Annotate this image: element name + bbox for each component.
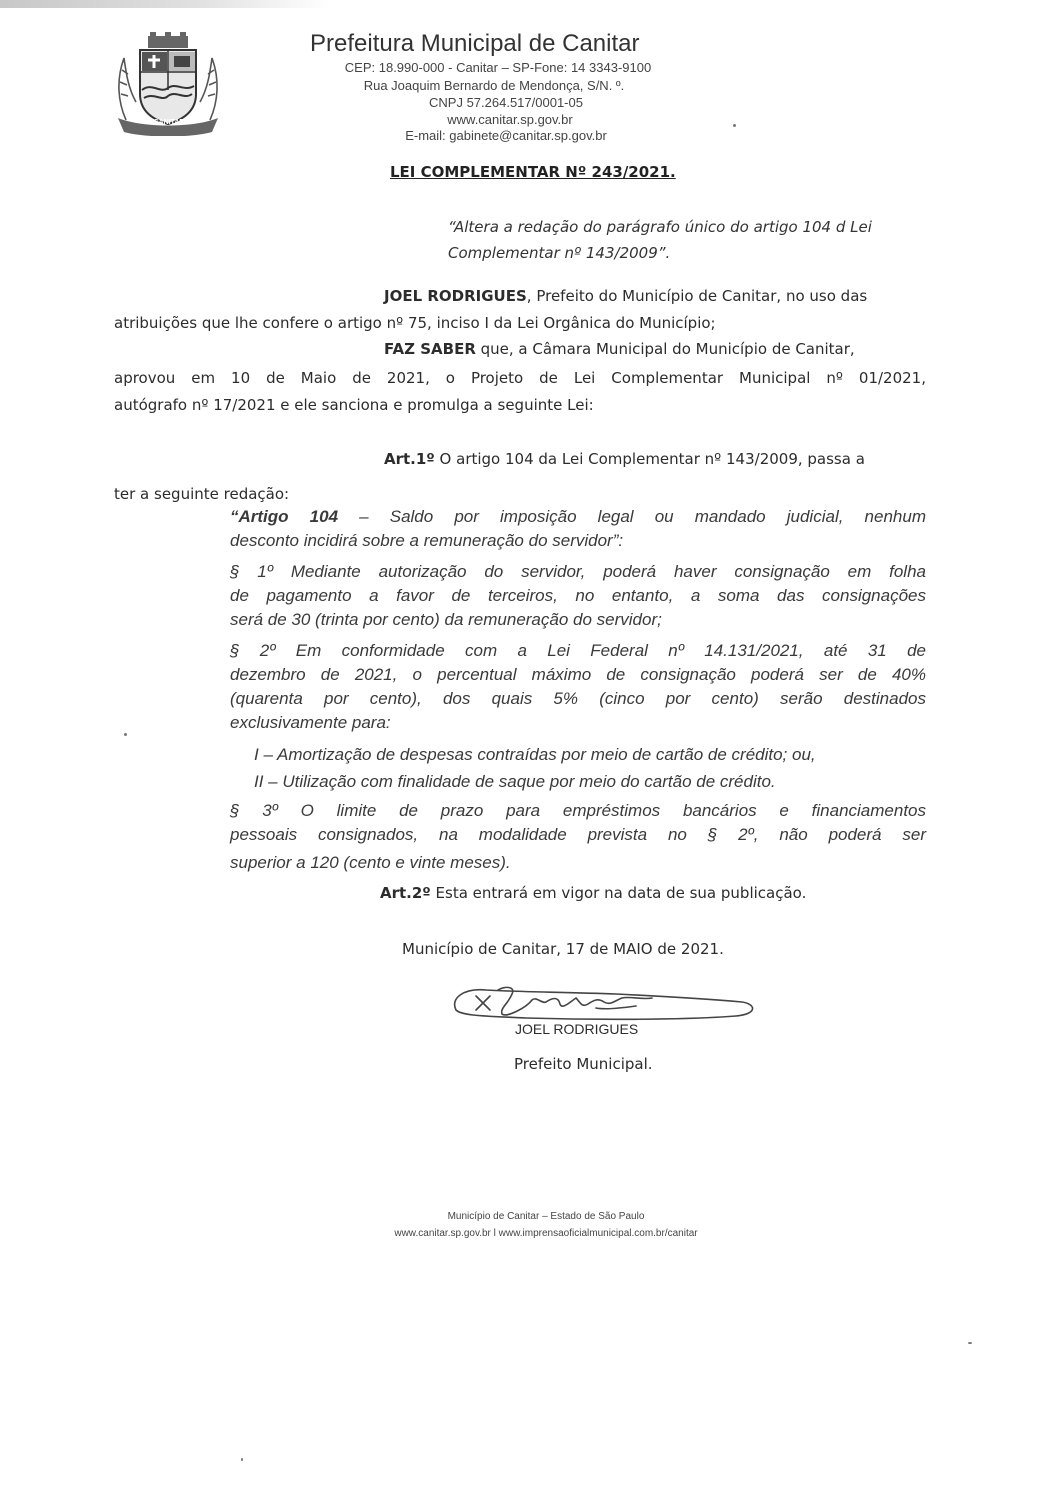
organization-name: Prefeitura Municipal de Canitar <box>310 30 640 57</box>
address: Rua Joaquim Bernardo de Mendonça, S/N. º. <box>363 78 625 93</box>
signer-name: JOEL RODRIGUES <box>515 1021 639 1037</box>
paragraph-3-label: § 3º <box>230 801 278 820</box>
paragraph-1-line-3: será de 30 (trinta por cento) da remuneração do servidor; <box>230 610 662 629</box>
art2-text: Esta entrará em vigor na data de sua publicação. <box>430 884 807 902</box>
artigo-104-line-2: desconto incidirá sobre a remuneração do servidor”: <box>230 531 624 550</box>
faz-saber-text: que, a Câmara Municipal do Município de Canitar, <box>475 340 855 358</box>
paragraph-3-line-3: superior a 120 (cento e vinte meses). <box>230 853 511 872</box>
item-ii: II – Utilização com finalidade de saque por meio do cartão de crédito. <box>254 772 776 791</box>
artigo-104-label: “Artigo 104 <box>230 507 339 526</box>
artigo-104-line-1 <box>230 507 926 527</box>
website: www.canitar.sp.gov.br <box>447 112 573 127</box>
signer-title: Prefeito Municipal. <box>514 1055 653 1073</box>
handwritten-signature <box>446 978 766 1026</box>
cep-phone: CEP: 18.990-000 - Canitar – SP-Fone: 14 3343-9100 <box>344 60 652 75</box>
cnpj: CNPJ 57.264.517/0001-05 <box>429 95 583 110</box>
art2-line <box>380 884 806 902</box>
faz-saber-line <box>384 340 855 358</box>
scan-speck <box>733 124 736 127</box>
scan-speck <box>124 733 127 736</box>
paragraph-2-line-4: exclusivamente para: <box>230 713 391 732</box>
paragraph-3-line-1 <box>230 801 926 821</box>
paragraph-1-line-2: de pagamento a favor de terceiros, no entanto, a soma das consignações <box>230 586 926 605</box>
scan-speck <box>968 1342 972 1344</box>
paragraph-3-line-2: pessoais consignados, na modalidade prevista no § 2º, não poderá ser <box>230 825 926 844</box>
faz-saber-label: FAZ SABER <box>384 340 476 358</box>
paragraph-1-label: § 1º <box>230 562 273 581</box>
paragraph-2-line-1 <box>230 641 926 661</box>
paragraph-2-text: Em conformidade com a Lei Federal nº 14.131/2021, até 31 de <box>275 641 927 660</box>
date-line: Município de Canitar, 17 de MAIO de 2021. <box>402 940 724 958</box>
paragraph-1-text: Mediante autorização do servidor, poderá haver consignação em folha <box>272 562 926 581</box>
law-summary: “Altera a redação do parágrafo único do artigo 104 d Lei Complementar nº 143/2009”. <box>448 218 872 262</box>
paragraph-1-line-1 <box>230 562 926 582</box>
artigo-104-text: – Saldo por imposição legal ou mandado judicial, nenhum <box>338 507 926 526</box>
art1-line <box>384 450 865 468</box>
paragraph-2-line-3: (quarenta por cento), dos quais 5% (cinco por cento) serão destinados <box>230 689 926 708</box>
preamble-line-1 <box>384 287 867 305</box>
mayor-name: JOEL RODRIGUES <box>384 287 527 305</box>
scan-edge-shadow <box>0 0 330 8</box>
preamble-line-2: atribuições que lhe confere o artigo nº 75, inciso I da Lei Orgânica do Município; <box>114 314 716 332</box>
preamble-text: , Prefeito do Município de Canitar, no uso das <box>526 287 868 305</box>
art1-text: O artigo 104 da Lei Complementar nº 143/2009, passa a <box>434 450 865 468</box>
approval-line: aprovou em 10 de Maio de 2021, o Projeto de Lei Complementar Municipal nº 01/2021, <box>114 369 926 387</box>
scan-speck <box>241 1458 243 1461</box>
item-i: I – Amortização de despesas contraídas por meio de cartão de crédito; ou, <box>254 745 816 764</box>
law-title: LEI COMPLEMENTAR Nº 243/2021. <box>390 163 676 181</box>
art1-label: Art.1º <box>384 450 435 468</box>
paragraph-2-label: § 2º <box>230 641 276 660</box>
art2-label: Art.2º <box>380 884 431 902</box>
crest-ribbon-label: CANITAR <box>153 119 185 126</box>
art1-redacao: ter a seguinte redação: <box>114 485 290 503</box>
footer-websites: www.canitar.sp.gov.br l www.imprensaoficialmunicipal.com.br/canitar <box>394 1228 698 1239</box>
paragraph-3-text: O limite de prazo para empréstimos bancários e financiamentos <box>277 801 926 820</box>
paragraph-2-line-2: dezembro de 2021, o percentual máximo de consignação poderá ser de 40% <box>230 665 926 684</box>
email: E-mail: gabinete@canitar.sp.gov.br <box>405 128 607 143</box>
footer-municipality: Município de Canitar – Estado de São Paulo <box>447 1211 645 1222</box>
autografo-line: autógrafo nº 17/2021 e ele sanciona e promulga a seguinte Lei: <box>114 396 594 414</box>
